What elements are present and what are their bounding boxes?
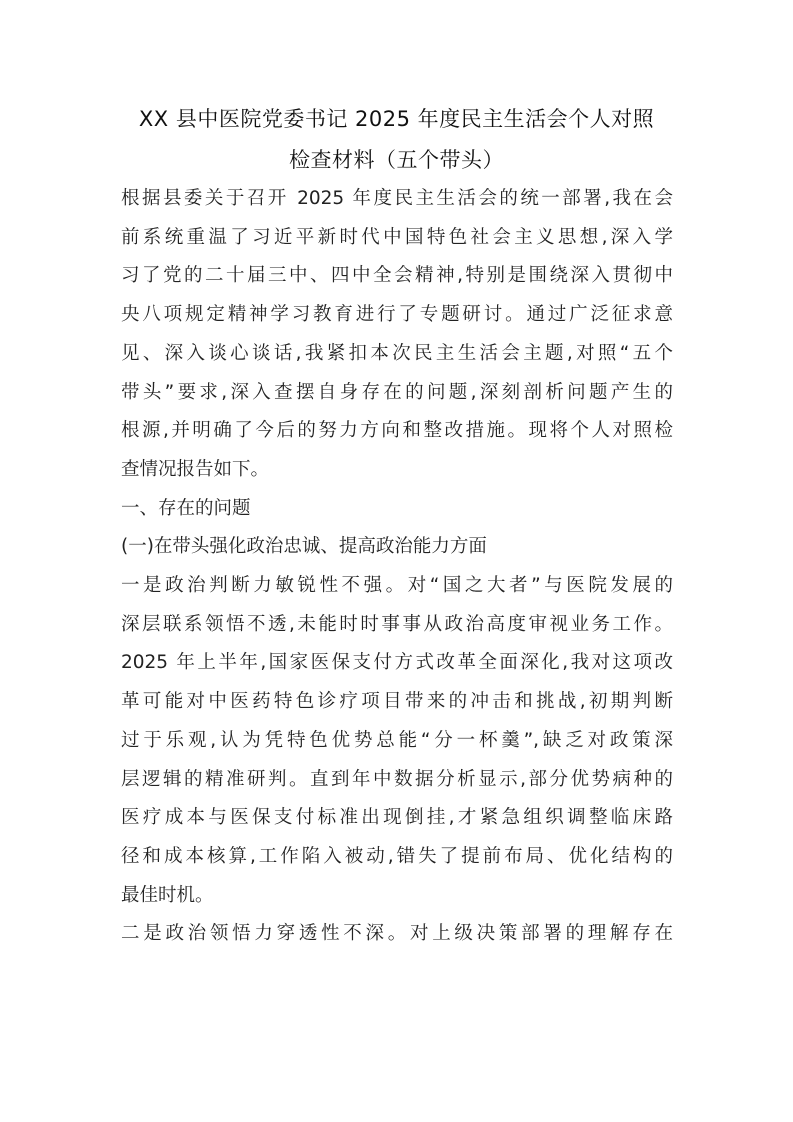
paragraph-line: 深层联系领悟不透,未能时时事事从政治高度审视业务工作。	[121, 614, 673, 635]
paragraph-line: 前系统重温了习近平新时代中国特色社会主义思想,深入学	[121, 227, 673, 248]
paragraph-line: 带头”要求,深入查摆自身存在的问题,深刻剖析问题产生的	[121, 382, 673, 403]
paragraph-line: 见、深入谈心谈话,我紧扣本次民主生活会主题,对照“五个	[121, 343, 673, 364]
paragraph-line: 医疗成本与医保支付标准出现倒挂,才紧急组织调整临床路	[121, 807, 673, 828]
paragraph-line: 层逻辑的精准研判。直到年中数据分析显示,部分优势病种的	[121, 769, 673, 790]
paragraph-line: 最佳时机。	[121, 885, 214, 906]
paragraph-line: 2025 年上半年,国家医保支付方式改革全面深化,我对这项改	[121, 652, 673, 673]
paragraph-line: 习了党的二十届三中、四中全会精神,特别是围绕深入贯彻中	[121, 265, 673, 286]
paragraph-line: 一、存在的问题	[121, 498, 251, 519]
paragraph-line: 过于乐观,认为凭特色优势总能“分一杯羹”,缺乏对政策深	[121, 730, 673, 751]
paragraph-line: 根据县委关于召开 2025 年度民主生活会的统一部署,我在会	[121, 188, 673, 209]
paragraph-line: 一是政治判断力敏锐性不强。对“国之大者”与医院发展的	[121, 575, 673, 596]
paragraph-line: 二是政治领悟力穿透性不深。对上级决策部署的理解存在	[121, 923, 673, 944]
paragraph-line: 央八项规定精神学习教育进行了专题研讨。通过广泛征求意	[121, 304, 673, 325]
paragraph-line: (一)在带头强化政治忠诚、提高政治能力方面	[121, 536, 487, 557]
paragraph-line: 革可能对中医药特色诊疗项目带来的冲击和挑战,初期判断	[121, 691, 673, 712]
paragraph-line: 径和成本核算,工作陷入被动,错失了提前布局、优化结构的	[121, 846, 673, 867]
document-title-line-1: XX 县中医院党委书记 2025 年度民主生活会个人对照	[138, 107, 655, 131]
paragraph-line: 根源,并明确了今后的努力方向和整改措施。现将个人对照检	[121, 420, 673, 441]
paragraph-line: 查情况报告如下。	[121, 459, 270, 480]
document-title-line-2: 检查材料（五个带头）	[289, 148, 504, 172]
